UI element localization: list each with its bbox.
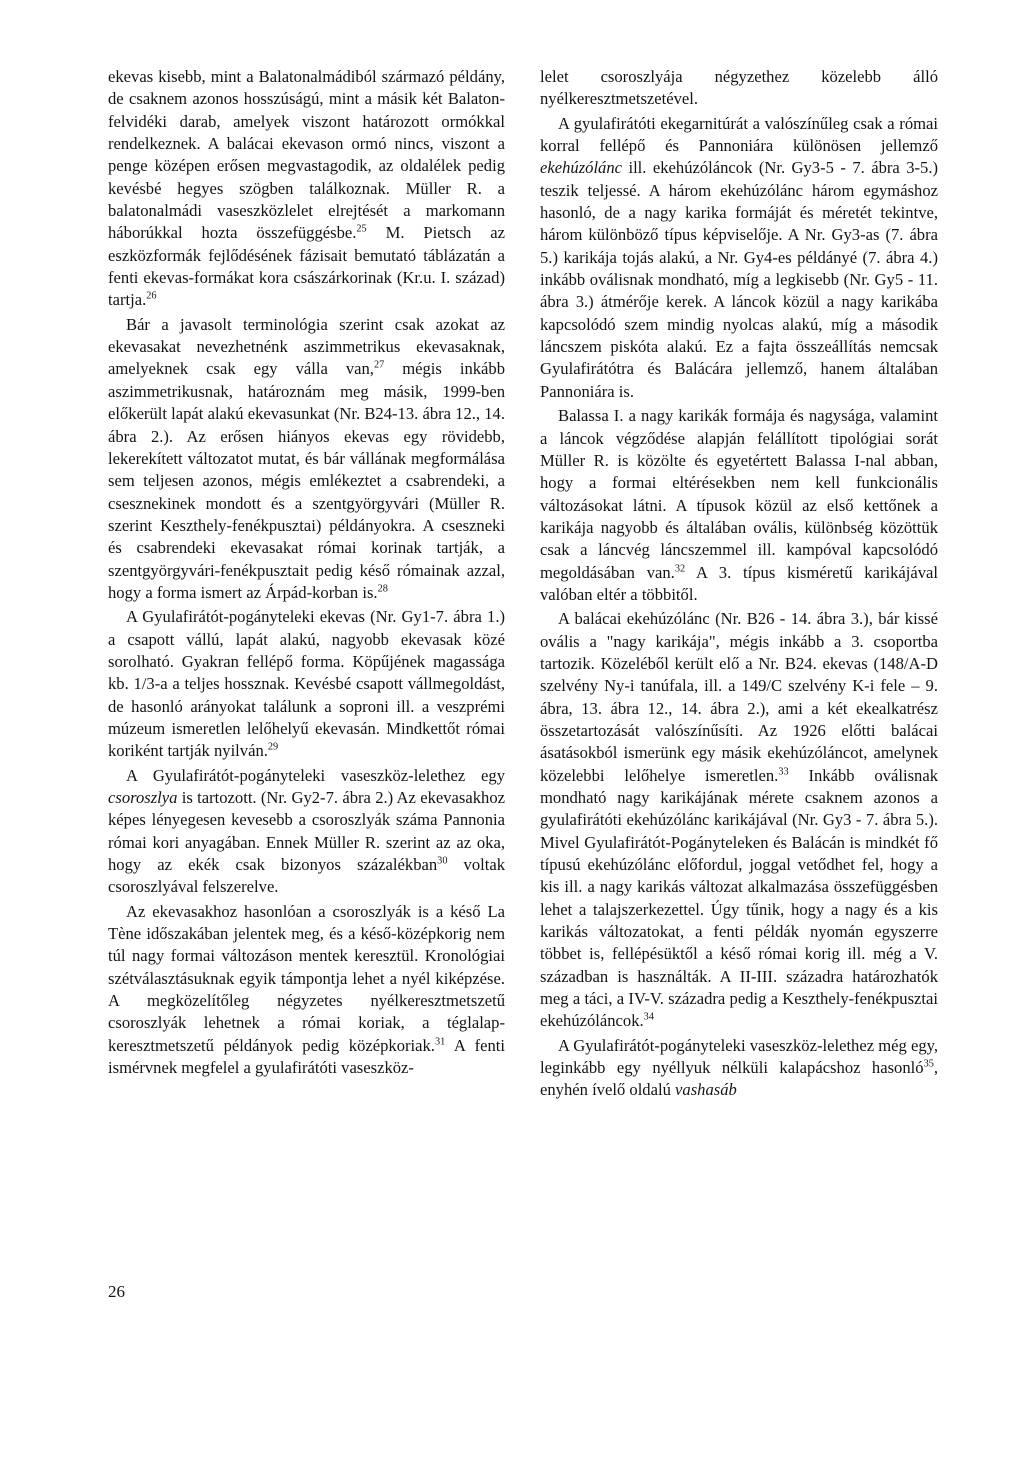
footnote-ref: 26 <box>146 291 157 303</box>
text-run: mégis inkább aszimmetrikusnak, határoznám meg másik, 1999-ben előkerült lapát alakú ekevasunkat (Nr. B24-13. ábra 12., 14. ábra 2.). Az erősen hiányos ekevas egy rövidebb, lekerekített változatot mutat, és bár vállának megformálása sem teljesen azonos, mégis emlékeztet a csabrendeki, a csesznekinek mondott és a szentgyörgyvári (Müller R. szerint Keszthely-fenékpusztai) példányokra. A cseszneki és csabrendeki ekevasakat római korinak tartják, a szentgyörgyvári-fenékpusztait pedig késő rómainak azzal, hogy a forma ismert az Árpád-korban is. <box>108 359 505 602</box>
text-run: is tartozott. (Nr. Gy2-7. ábra 2.) Az ekevasakhoz képes lényegesen kevesebb a csoroszlyák száma Pannonia római kori anyagában. Ennek Müller R. szerint az az oka, hogy az ekék csak bizonyos százalékban <box>108 788 505 875</box>
text-run: Balassa I. a nagy karikák formája és nagysága, valamint a láncok végződése alapján felállított tipológiai sorát Müller R. is közölte és egyetértett Balassa I-nal abban, hogy a formai eltérésekben nem kell funkcionális változásokat látni. A típusok közül az első kettőnek a karikája nagyobb és általában ovális, különbség közöttük csak a láncvég láncszemmel ill. kampóval kapcsolódó megoldásában van. <box>540 406 938 582</box>
footnote-ref: 27 <box>373 360 385 372</box>
paragraph-l4 <box>108 765 505 899</box>
text-run: lelet csoroszlyája négyzethez közelebb álló nyélkeresztmetszetével. <box>540 67 938 109</box>
text-run: A fenti ismérvnek megfelel a gyulafirátóti vaseszköz- <box>108 1035 505 1078</box>
text-run: ekevas kisebb, mint a Balatonalmádiból származó példány, de csaknem azonos hosszúságú, mint a másik két Balaton-felvidéki darab, amelyek viszont határozott ormókkal rendelkeznek. A balácai ekevason ormó nincs, viszont a penge középen erősen megvastagodik, az oldalélek pedig kevésbé hegyes szögben találkoznak. Müller R. a balatonalmádi vaseszközlelet elrejtését a markomann háborúkkal hozta összefüggésbe. <box>108 67 505 243</box>
text-run: A Gyulafirátót-pogányteleki vaseszköz-lelethez még egy, leginkább egy nyéllyuk nélküli kalapácshoz hasonló <box>540 1035 938 1078</box>
footnote-ref: 34 <box>643 1012 654 1024</box>
paragraph-l1 <box>108 66 505 312</box>
paragraph-l3 <box>108 606 505 762</box>
text-run: A 3. típus kisméretű karikájával valóban eltér a többitől. <box>540 562 938 604</box>
text-run: Bár a javasolt terminológia szerint csak azokat az ekevasakat nevezhetnénk aszimmetrikus ekevasaknak, amelyeknek csak egy válla van, <box>108 314 505 379</box>
text-run: ill. ekehúzóláncok (Nr. Gy3-5 - 7. ábra 3-5.) teszik teljessé. A három ekehúzólánc három egymáshoz hasonló, de a nagy karika formáját és méretét tekintve, három különböző típus képviselője. A Nr. Gy3-as (7. ábra 5.) karikája tojás alakú, a Nr. Gy4-es példányé (7. ábra 4.) inkább oválisnak mondható, míg a legkisebb (Nr. Gy5 - 11. ábra 3.) átmérője kerek. A láncok közül a nagy karikába kapcsolódó szem mindig nyolcas alakú, míg a második láncszem piskóta alakú. Ez a fajta összeállítás nemcsak Gyulafirátótra és Balácára jellemző, hanem általában Pannoniára is. <box>540 158 938 401</box>
text-run: A balácai ekehúzólánc (Nr. B26 - 14. ábra 3.), bár kissé ovális a "nagy karikája", mégis inkább a 3. csoportba tartozik. Közeléből került elő a Nr. B24. ekevas (148/A-D szelvény Ny-i tanúfala, ill. a 149/C szelvény K-i fele – 9. ábra, 13. ábra 12., 14. ábra 2.), ami a két ekealkatrész összetartozását valószínűsíti. Az 1926 előtti balácai ásatásokból ismerünk egy másik ekehúzóláncot, amelynek közelebbi lelőhelye ismeretlen. <box>540 609 938 785</box>
paragraph-l2 <box>108 314 505 604</box>
text-run: voltak csoroszlyával felszerelve. <box>108 855 506 897</box>
paragraph-r4 <box>540 608 938 1033</box>
footnote-ref: 28 <box>377 583 388 595</box>
footnote-ref: 25 <box>356 224 367 236</box>
text-run: A Gyulafirátót-pogányteleki vaseszköz-lelethez egy <box>126 765 505 785</box>
paragraph-r1 <box>540 66 938 111</box>
footnote-ref: 35 <box>923 1058 934 1070</box>
emphasis-term: ekehúzólánc <box>540 158 623 178</box>
text-run: Inkább oválisnak mondható nagy karikájának mérete csaknem azonos a gyulafirátóti ekehúzólánc karikájával (Nr. Gy3 - 7. ábra 5.). Mivel Gyulafirátót-Pogányteleken és Balácán is mindkét fő típusú ekehúzólánc előfordul, joggal vetődhet fel, hogy a kis ill. a nagy karikás változat alkalmazása összefüggésben lehet a talajszerkezettel. Úgy tűnik, hogy a nagy és a kis karikás változatokat, a fenti példák nyomán egyszerre többet is, fellépésüktől a késő római korig ill. még a V. században is használták. A II-III. századra határozhatók meg a táci, a IV-V. századra pedig a Keszthely-fenékpusztai ekehúzóláncok. <box>540 765 938 1031</box>
text-run: , enyhén ívelő oldalú <box>540 1058 938 1100</box>
page-number: 26 <box>108 1282 125 1301</box>
text-run: M. Pietsch az eszközformák fejlődésének fázisait bemutató táblázatán a fenti ekevas-formákat kora császárkorinak (Kr.u. I. század) tartja. <box>108 223 505 310</box>
left-column <box>108 66 505 1079</box>
footnote-ref: 31 <box>434 1036 446 1048</box>
paragraph-r5 <box>540 1035 938 1102</box>
text-run: A Gyulafirátót-pogányteleki ekevas (Nr. Gy1-7. ábra 1.) a csapott vállú, lapát alakú, nagyobb ekevasak közé sorolható. Gyakran fellépő forma. Köpűjének magassága kb. 1/3-a a teljes hossznak. Kevésbé csapott vállmegoldást, de hasonló arányokat találunk a soproni ill. a veszprémi múzeum ismeretlen lelőhelyű ekevasán. Mindkettőt római koriként tartják nyilván. <box>108 607 505 761</box>
footnote-ref: 33 <box>778 766 789 778</box>
text-run: A gyulafirátóti ekegarnitúrát a valószínűleg csak a római korral fellépő és Pannoniára különösen jellemző <box>540 113 938 156</box>
footnote-ref: 32 <box>674 563 686 575</box>
footnote-ref: 29 <box>267 741 279 753</box>
paragraph-r3 <box>540 405 938 606</box>
paragraph-l5 <box>108 901 505 1080</box>
emphasis-term: vashasáb <box>675 1080 737 1100</box>
emphasis-term: csoroszlya <box>108 788 178 807</box>
text-run: Az ekevasakhoz hasonlóan a csoroszlyák is a késő La Tène időszakában jelentek meg, és a késő-középkorig nem túl nagy formai változáson mentek keresztül. Kronológiai szétválasztásuknak egyik támpontja lehet a nyél kiképzése. A megközelítőleg négyzetes nyélkeresztmetszetű csoroszlyák lehetnek a római koriak, a téglalap-keresztmetszetű példányok pedig középkoriak. <box>108 901 505 1055</box>
paragraph-r2 <box>540 113 938 403</box>
footnote-ref: 30 <box>437 855 448 867</box>
right-column <box>540 66 938 1102</box>
